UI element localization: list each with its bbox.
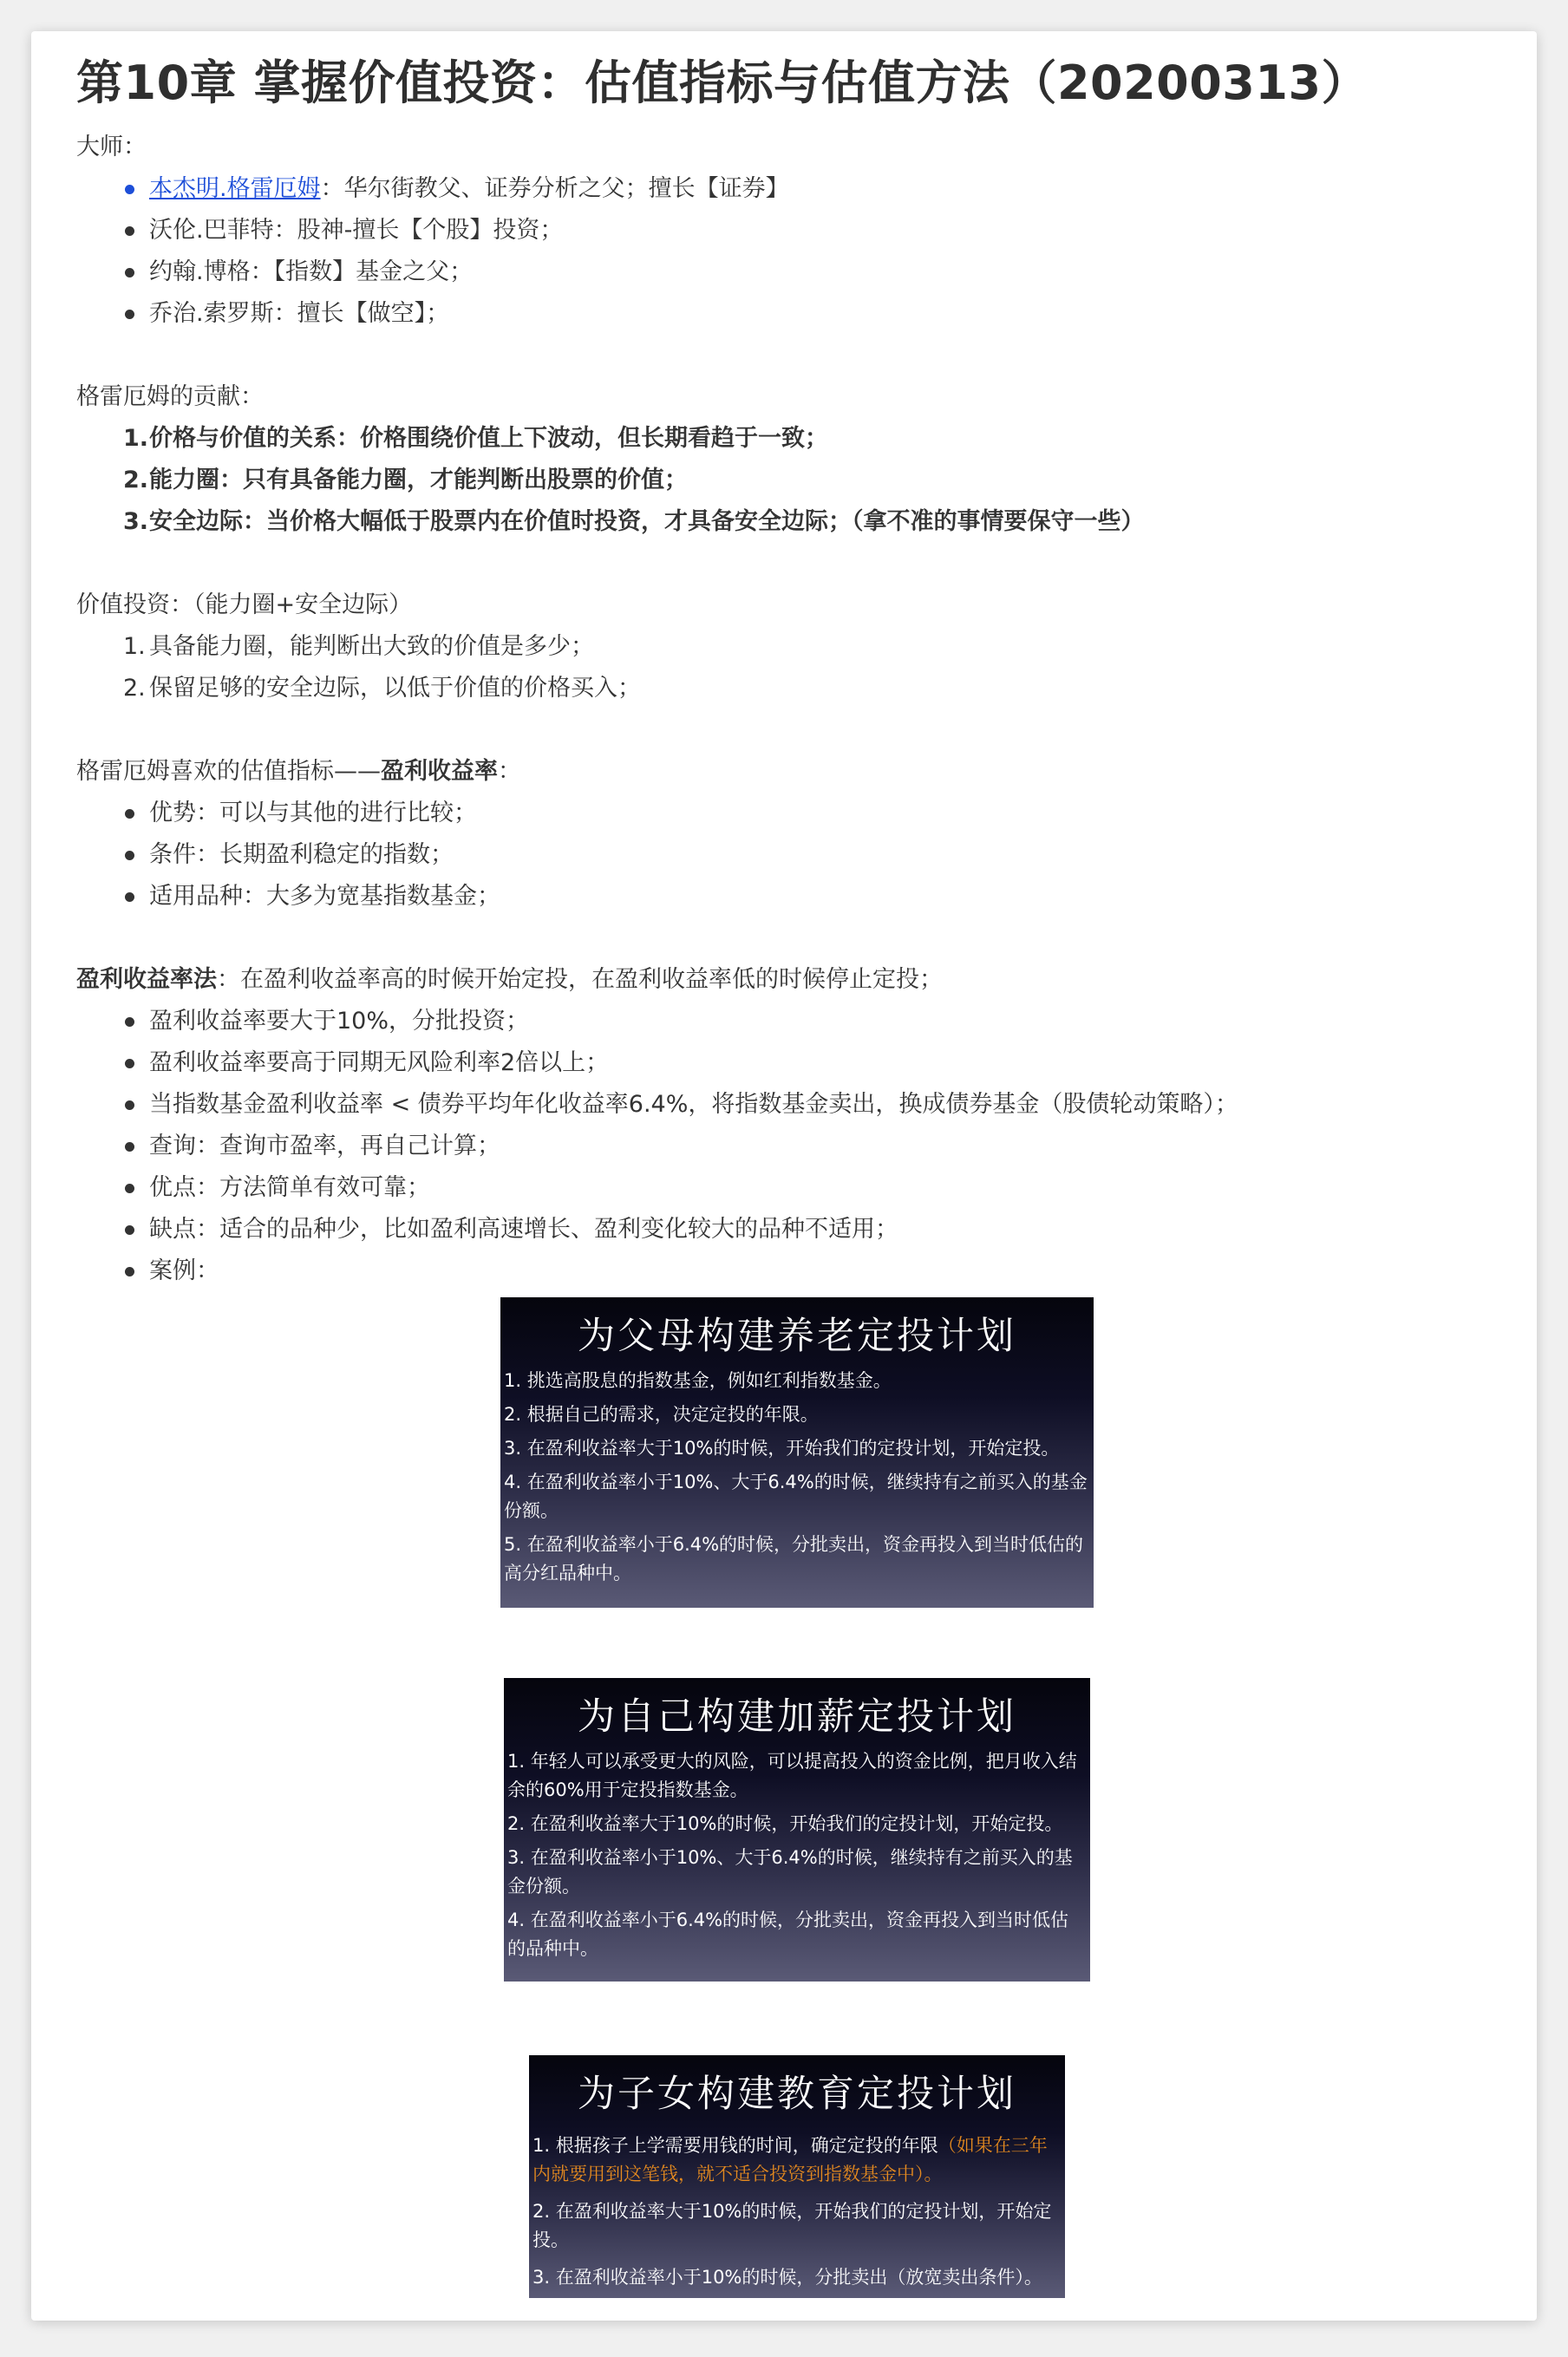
plan-title: 为子女构建教育定投计划	[578, 2073, 1016, 2116]
method-label: 盈利收益率法：在盈利收益率高的时候开始定投，在盈利收益率低的时候停止定投；	[76, 966, 943, 993]
list-item: 2. 能力圈：只有具备能力圈，才能判断出股票的价值；	[123, 467, 688, 493]
list-item: 条件：长期盈利稳定的指数；	[76, 834, 1499, 876]
value-investing-label: 价值投资：（能力圈+安全边际）	[76, 591, 413, 618]
list-item: 沃伦.巴菲特：股神-擅长【个股】投资；	[76, 210, 1499, 251]
masters-list	[76, 168, 1499, 335]
plan-item: 3. 在盈利收益率大于10%的时候，开始我们的定投计划，开始定投。	[504, 1438, 1060, 1459]
plan-item: 3. 在盈利收益率小于10%的时候，分批卖出（放宽卖出条件）。	[532, 2267, 1042, 2288]
indicator-label: 格雷厄姆喜欢的估值指标——盈利收益率：	[76, 758, 521, 785]
list-item: 1. 价格与价值的关系：价格围绕价值上下波动，但长期看趋于一致；	[123, 425, 828, 452]
article-content	[76, 40, 1499, 1292]
list-item: 3. 安全边际：当价格大幅低于股票内在价值时投资，才具备安全边际；（拿不准的事情要保守一些）	[123, 508, 1145, 535]
plan-item: 4. 在盈利收益率小于6.4%的时候，分批卖出，资金再投入到当时低估的品种中。	[507, 1910, 1069, 1959]
plan-title: 为自己构建加薪定投计划	[578, 1695, 1016, 1739]
plan-item: 1. 挑选高股息的指数基金，例如红利指数基金。	[504, 1370, 892, 1391]
graham-link[interactable]: 本杰明.格雷厄姆	[149, 175, 321, 202]
plan-item: 1. 年轻人可以承受更大的风险，可以提高投入的资金比例，把月收入结余的60%用于定投指数基金。	[507, 1751, 1077, 1800]
contribution-list	[76, 418, 1499, 543]
masters-label: 大师：	[76, 134, 147, 160]
list-item: 优点：方法简单有效可靠；	[76, 1167, 1499, 1209]
plan-item: 5. 在盈利收益率小于6.4%的时候，分批卖出，资金再投入到当时低估的高分红品种中。	[504, 1534, 1084, 1583]
list-item: 乔治.索罗斯：擅长【做空】；	[76, 293, 1499, 335]
list-item: 盈利收益率要大于10%，分批投资；	[76, 1001, 1499, 1042]
method-list	[76, 1001, 1499, 1292]
plan-item: 3. 在盈利收益率小于10%、大于6.4%的时候，继续持有之前买入的基金份额。	[507, 1847, 1073, 1897]
contribution-label: 格雷厄姆的贡献：	[76, 383, 264, 410]
list-item: 优势：可以与其他的进行比较；	[76, 793, 1499, 834]
list-item: 约翰.博格：【指数】基金之父；	[76, 251, 1499, 293]
plan-item: 1. 根据孩子上学需要用钱的时间，确定定投的年限（如果在三年内就要用到这笔钱，就不适合投资到指数基金中）。	[532, 2135, 1048, 2184]
list-item: 本杰明.格雷厄姆：华尔街教父、证券分析之父；擅长【证券】	[76, 168, 1499, 210]
plan-item: 2. 在盈利收益率大于10%的时候，开始我们的定投计划，开始定投。	[507, 1813, 1063, 1834]
indicator-list	[76, 793, 1499, 917]
children-plan-image	[529, 2055, 1065, 2298]
list-item: 盈利收益率要高于同期无风险利率2倍以上；	[76, 1042, 1499, 1084]
list-item: 缺点：适合的品种少，比如盈利高速增长、盈利变化较大的品种不适用；	[76, 1209, 1499, 1250]
list-item: 2. 保留足够的安全边际，以低于价值的价格买入；	[123, 675, 641, 702]
self-plan-image	[504, 1678, 1090, 1982]
list-item: 1. 具备能力圈，能判断出大致的价值是多少；	[123, 633, 594, 660]
list-item: 适用品种：大多为宽基指数基金；	[76, 876, 1499, 917]
parents-plan-image	[500, 1297, 1094, 1608]
article-card	[31, 31, 1537, 2321]
list-item: 查询：查询市盈率，再自己计算；	[76, 1126, 1499, 1167]
list-item: 案例：	[76, 1250, 1499, 1292]
page-title: 第10章 掌握价值投资：估值指标与估值方法（20200313）	[76, 55, 1369, 110]
plan-item: 4. 在盈利收益率小于10%、大于6.4%的时候，继续持有之前买入的基金份额。	[504, 1472, 1088, 1521]
list-item: 当指数基金盈利收益率 < 债券平均年化收益率6.4%，将指数基金卖出，换成债券基金（股债轮动策略）；	[76, 1084, 1499, 1126]
plan-item: 2. 在盈利收益率大于10%的时候，开始我们的定投计划，开始定投。	[532, 2201, 1052, 2250]
plan-item: 2. 根据自己的需求，决定定投的年限。	[504, 1404, 819, 1425]
plan-title: 为父母构建养老定投计划	[578, 1315, 1016, 1358]
value-investing-list	[76, 626, 1499, 709]
